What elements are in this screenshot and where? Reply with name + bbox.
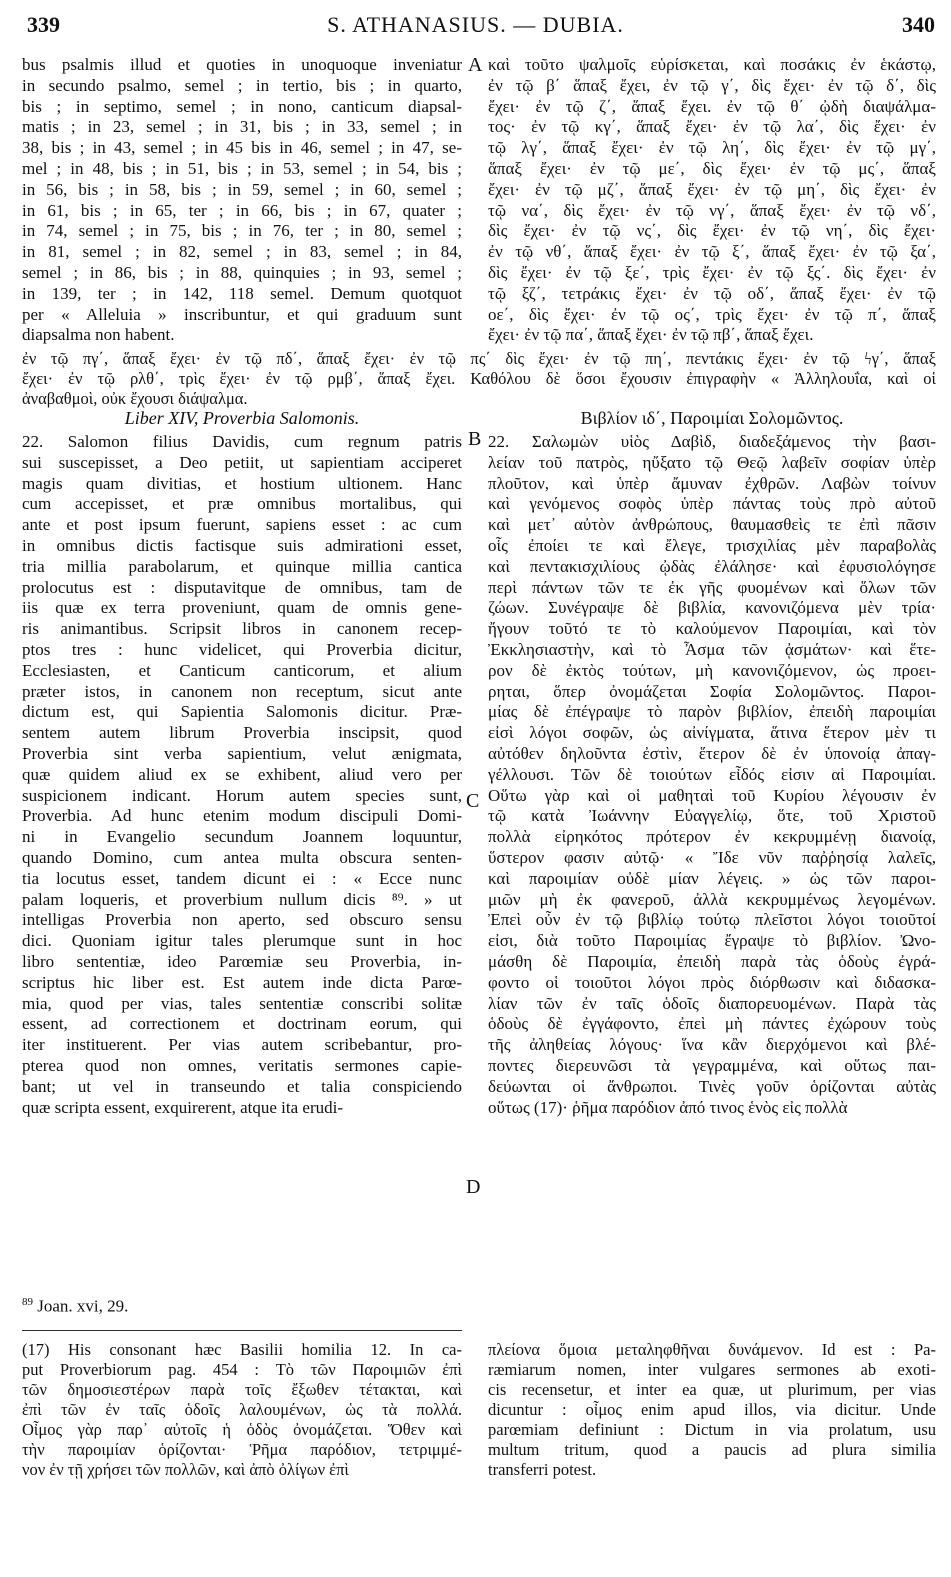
margin-marker-d: D <box>466 1176 481 1198</box>
greek-text-line: πλοῦτον, καὶ ὑπὲρ ἄμυναν ἐχθρῶν. Λαβὼν τοίνυν <box>488 473 936 493</box>
page-number-right: 340 <box>902 12 935 37</box>
latin-text-line: suspicionem indicant. Horum autem species sunt, <box>22 785 462 805</box>
greek-text-line: γέλλουσι. Τῶν δὲ τοιούτων εἶδός εἰσιν αἱ Παροιμίαι. <box>488 764 936 784</box>
latin-text-line: prolocutus est : disputavitque de omnibus, tam de <box>22 577 462 597</box>
greek-text-line: λίαν τῶν ἐν ταῖς ὁδοῖς διαπορευομένων. Παρὰ τὰς <box>488 993 936 1013</box>
latin-text-line: sentem autem librum Proverbia inscipsit, quod <box>22 723 462 743</box>
note-text-line: cis recensetur, et inter ea quæ, ut plurimum, per vias <box>488 1380 936 1399</box>
latin-text-line: quando Domino, cum antea multa obscura senten- <box>22 847 462 867</box>
greek-column-main <box>488 432 936 1118</box>
greek-text-line: ρον δὲ ἐκτὸς τούτων, μὴ κανονιζόμενον, ὡς προει- <box>488 660 936 680</box>
note-text-line: τὴν παροιμίαν ὁρίζονται· Ῥῆμα παρόδιον, τετριμμέ- <box>22 1440 462 1459</box>
latin-text-line: iter instituerent. Per vias autem scribebantur, pro- <box>22 1035 462 1055</box>
latin-text-line: matis ; in 23, semel ; in 31, bis ; in 33, semel ; in <box>22 117 462 137</box>
latin-text-line: dici. Quoniam igitur tales plerumque sunt in hoc <box>22 931 462 951</box>
latin-text-line: sui suscepisset, a Deo petiit, ut sapientiam acciperet <box>22 452 462 472</box>
greek-continuation-block <box>22 349 936 409</box>
greek-text-line: ὕστερον φασιν αὐτῷ· « Ἴδε νῦν παῤῥησίᾳ λαλεῖς, <box>488 847 936 867</box>
greek-text-line: Ἐκκλησιαστὴν, καὶ τὸ Ἆσμα τῶν ᾀσμάτων· καὶ ἕτε- <box>488 639 936 659</box>
latin-text-line: Proverbia. Ad hunc etenim modum discipuli Domi- <box>22 806 462 826</box>
greek-text-line: ἔχει· ἐν τῷ ζ΄, ἅπαξ ἔχει. ἐν τῷ θ΄ ᾠδὴ διαψάλμα- <box>488 96 936 116</box>
note-text-line: put Proverbiorum pag. 454 : Τὸ τῶν Παροιμιῶν ἐπὶ <box>22 1360 462 1379</box>
margin-marker-b: B <box>468 428 482 450</box>
note-text-line: transferri potest. <box>488 1460 597 1479</box>
greek-text-line: τῷ να΄, δὶς ἔχει· ἐν τῷ νγ΄, ἅπαξ ἔχει· ἐν τῷ νδ΄, <box>488 200 936 220</box>
latin-text-line: quæ scripta essent, exquirerent, atque ita erudi- <box>22 1097 343 1117</box>
greek-text-line: ἔχει· ἐν τῷ μζ΄, ἅπαξ ἔχει· ἐν τῷ μη΄, δὶς ἔχει· ἐν <box>488 179 936 199</box>
greek-text-line: τῷ κατὰ Ἰωάννην Εὐαγγελίῳ, ὅτε, τοῦ Χριστοῦ <box>488 806 936 826</box>
greek-text-line: οἷς ἐποίει τε καὶ ἔλεγε, τρισχιλίας μὲν παραβολὰς <box>488 535 936 555</box>
greek-text-line: καὶ γενόμενος σοφὸς ὑπὲρ πάντας τοὺς πρὸ αὐτοῦ <box>488 494 936 514</box>
greek-text-line: οὕτως (17)· ῥῆμα παρόδιον ἀπό τινος ἑνὸς εἰς πολλὰ <box>488 1097 848 1117</box>
greek-text-line: ποντες διερευνῶσι τὰ γεγραμμένα, καὶ οὕτως παι- <box>488 1055 936 1075</box>
latin-text-line: ris animantibus. Scripsit libros in canonem recep- <box>22 619 462 639</box>
latin-column-top <box>22 55 462 346</box>
latin-text-line: in 139, ter ; in 142, 118 semel. Demum quotquot <box>22 283 462 303</box>
note-text-line: ræmiarum nomen, inter vulgares sermones ab exoti- <box>488 1360 936 1379</box>
latin-text-line: in omnibus dictis factisque suis admirationi esset, <box>22 535 462 555</box>
greek-text-line: καὶ πεντακισχιλίους ᾠδὰς ἐλάλησε· καὶ ἐφυσιολόγησε <box>488 556 936 576</box>
greek-text-line: ἅπαξ ἔχει· ἐν τῷ με΄, δὶς ἔχει· ἐν τῷ μς΄, ἅπαξ <box>488 158 936 178</box>
note-text-line: (17) His consonant hæc Basilii homilia 12. In ca- <box>22 1340 462 1359</box>
latin-text-line: 22. Salomon filius Davidis, cum regnum patris <box>22 432 462 451</box>
note-text-line: Οἶμος γὰρ παρ᾽ αὐτοῖς ἡ ὁδὸς ὀνομάζεται. Ὅθεν καὶ <box>22 1420 462 1439</box>
greek-text-line: ἐν τῷ β΄ ἅπαξ ἔχει, ἐν τῷ γ΄, δὶς ἔχει· ἐν τῷ δ΄, δὶς <box>488 75 936 95</box>
latin-text-line: palam loqueris, et proverbium nullum dicis ⁸⁹. » ut <box>22 889 462 909</box>
greek-text-line: καὶ παροιμίαν οὐδὲ μίαν λέγεις. » ὡς τῶν παροι- <box>488 868 936 888</box>
latin-text-line: essent, ad correctionem et doctrinam eorum, qui <box>22 1014 462 1034</box>
latin-text-line: præter istos, in canonem non receptum, sicut ante <box>22 681 462 701</box>
greek-text-line: δὶς ἔχει· ἐν τῷ ξε΄, τρὶς ἔχει· ἐν τῷ ξς΄. δὶς ἔχει· ἐν <box>488 262 936 282</box>
latin-text-line: ante et post ipsum fuerunt, sapiens esset : ac cum <box>22 515 462 535</box>
footnote <box>22 1296 128 1317</box>
notes-divider <box>22 1330 462 1331</box>
greek-text-line: Ἐπεὶ οὖν ἐν τῷ βιβλίῳ τούτῳ πλεῖστοι λόγοι τοιοῦτοί <box>488 910 936 930</box>
latin-text-line: pterea quod non omnes, veritatis sermones capie- <box>22 1055 462 1075</box>
latin-text-line: quæ quidem aliud ex se exhibent, aliud vero per <box>22 764 462 784</box>
greek-text-line: ἐν τῷ πγ΄, ἅπαξ ἔχει· ἐν τῷ πδ΄, ἅπαξ ἔχει· ἐν τῷ πς΄ δὶς ἔχει· ἐν τῷ πη΄, πεντάκις ἔχει· ἐν τῷ ϟγ΄, ἅπαξ <box>22 349 936 368</box>
latin-text-line: in 81, semel ; in 82, semel ; in 83, semel ; in 84, <box>22 242 462 262</box>
latin-text-line: semel ; in 86, bis ; in 88, quinquies ; in 93, semel ; <box>22 262 462 282</box>
latin-text-line: ptos tres : hunc videlicet, qui Proverbia dicitur, <box>22 639 462 659</box>
latin-text-line: mia, quod per vias, tales sententiæ conscribi solitæ <box>22 993 462 1013</box>
greek-text-line: τῷ ξζ΄, τετράκις ἔχει· ἐν τῷ οδ΄, ἅπαξ ἔχει· ἐν τῷ <box>488 283 936 303</box>
greek-text-line: μιῶν μὴ ἐκ φανεροῦ, ἀλλὰ κεκρυμμένως λεγομένων. <box>488 889 936 909</box>
running-title: S. ATHANASIUS. — DUBIA. <box>327 12 624 37</box>
latin-text-line: mel ; in 48, bis ; in 51, bis ; in 53, semel ; in 54, bis ; <box>22 158 462 178</box>
latin-text-line: intelligas Proverbia non aperto, sed obscuro sensu <box>22 910 462 930</box>
greek-text-line: ἔχει· ἐν τῷ πα΄, ἅπαξ ἔχει· ἐν τῷ πβ΄, ἅπαξ ἔχει. <box>488 325 814 345</box>
greek-text-line: πολλὰ εἰρηκότος πρότερον ἐν κεκρυμμένῃ διανοίᾳ, <box>488 827 936 847</box>
latin-column-main <box>22 432 462 1118</box>
greek-text-line: περὶ πάντων τῶν τε ἐκ γῆς φυομένων καὶ ὅλων τῶν <box>488 577 936 597</box>
note-left-column <box>22 1340 462 1480</box>
latin-text-line: Proverbia sint verba sapientium, velut ænigmata, <box>22 743 462 763</box>
latin-text-line: Ecclesiasten, et Canticum canticorum, et alium <box>22 660 462 680</box>
latin-text-line: per « Alleluia » inscribuntur, et qui graduum sunt <box>22 304 462 324</box>
margin-marker-c: C <box>466 790 480 812</box>
greek-text-line: εἰσὶ λόγοι σοφῶν, ὡς αἰνίγματα, ἅτινα ἕτερον μὲν τι <box>488 723 936 743</box>
footnote-text: Joan. xvi, 29. <box>37 1296 129 1316</box>
note-text-line: πλείονα ὅμοια μεταληφθῆναι δυνάμενον. Id est : Pa- <box>488 1340 936 1359</box>
latin-text-line: magis quam divitias, et hostium ultionem. Hanc <box>22 473 462 493</box>
greek-text-line: λείαν τοῦ πατρὸς, ηὔξατο τῷ Θεῷ λαβεῖν σοφίαν ὑπὲρ <box>488 452 936 472</box>
greek-text-line: δὶς ἔχει· ἐν τῷ νς΄, δὶς ἔχει· ἐν τῷ νη΄, δὶς ἔχει· <box>488 221 936 241</box>
latin-text-line: bant; ut vel in transeundo et talia conspiciendo <box>22 1076 462 1096</box>
greek-text-line: φοντο οἱ τοιοῦτοι λόγοι πρὸς διόρθωσιν καὶ διδασκα- <box>488 972 936 992</box>
latin-text-line: 38, bis ; in 43, semel ; in 45 bis in 46, semel ; in 47, se- <box>22 138 462 158</box>
greek-column-top <box>488 55 936 346</box>
latin-text-line: in 61, bis ; in 65, ter ; in 66, bis ; in 67, quater ; <box>22 200 462 220</box>
greek-text-line: ἐν τῷ νθ΄, ἅπαξ ἔχει· ἐν τῷ ξ΄, ἅπαξ ἔχει· ἐν τῷ ξα΄, <box>488 242 936 262</box>
greek-book-heading: Βιβλίον ιδ΄, Παροιμίαι Σολομῶντος. <box>580 408 844 428</box>
latin-text-line: bus psalmis illud et quoties in unoquoque inveniatur <box>22 55 462 74</box>
note-right-column <box>488 1340 936 1480</box>
latin-text-line: diapsalma non habent. <box>22 325 175 345</box>
margin-marker-a: A <box>468 54 483 76</box>
latin-text-line: tria millia parabolarum, et quinque millia cantica <box>22 556 462 576</box>
greek-text-line: μίας δὲ ἐπέγραψε τὸ παρὸν βιβλίον, ἐπειδὴ παροιμίαι <box>488 702 936 722</box>
greek-text-line: ρηται, ὅπερ ὀνομάζεται Σοφία Σολομῶντος. Παροι- <box>488 681 936 701</box>
greek-text-line: δεύωνται οἱ ἄνθρωποι. Τινὲς γοῦν ὁρίζονται αὐτὰς <box>488 1076 936 1096</box>
greek-text-line: Οὕτω γὰρ καὶ οἱ μαθηταὶ τοῦ Κυρίου λέγουσιν ἐν <box>488 785 936 805</box>
latin-text-line: libro sententiæ, ideo Parœmiæ seu Proverbia, in- <box>22 951 462 971</box>
greek-text-line: εἰσι, διὰ τοῦτο Παροιμίας ἔγραψε τὸ βιβλίον. Ὠνο- <box>488 931 936 951</box>
greek-text-line: καὶ τοῦτο ψαλμοῖς εὑρίσκεται, καὶ ποσάκις ἐν ἑκάστῳ, <box>488 55 936 74</box>
note-text-line: multum tritum, quod a paucis ad plura similia <box>488 1440 936 1459</box>
greek-text-line: οε΄, δὶς ἔχει· ἐν τῷ ος΄, τρὶς ἔχει· ἐν τῷ π΄, ἅπαξ <box>488 304 936 324</box>
page-number-left: 339 <box>27 12 60 37</box>
latin-text-line: tia locutus esset, tandem dicunt ei : « Ecce nunc <box>22 868 462 888</box>
greek-text-line: 22. Σαλωμὼν υἱὸς Δαβὶδ, διαδεξάμενος τὴν βασι- <box>488 432 936 451</box>
note-text-line: νον ἐν τῇ χρήσει τῶν πολλῶν, καὶ ἀπὸ ὀλίγων ἐπὶ <box>22 1460 349 1479</box>
page-header <box>0 0 951 50</box>
greek-text-line: καὶ μετ᾽ αὐτὸν ἀνθρώπους, θαυμασθεὶς τε ἐπὶ πᾶσιν <box>488 515 936 535</box>
latin-text-line: cum accepisset, et præ omnibus mortalibus, qui <box>22 494 462 514</box>
greek-text-line: τῆς ἀληθείας λόγους· ἵνα κἂν διερχόμενοι καὶ βλέ- <box>488 1035 936 1055</box>
greek-text-line: ζώων. Συνέγραψε δὲ βιβλία, κανονιζόμενα μὲν τρία· <box>488 598 936 618</box>
footnote-ref: 89 <box>22 1296 33 1308</box>
greek-text-line: ἤγουν τοῦτό τε τὸ καλούμενον Παροιμίαι, καὶ τὸν <box>488 619 936 639</box>
latin-book-heading: Liber XIV, Proverbia Salomonis. <box>124 408 360 428</box>
latin-text-line: in 56, bis ; in 58, bis ; in 59, semel ; in 60, semel ; <box>22 179 462 199</box>
note-text-line: τῶν δημοσιεστέρων παρὰ τοῖς ἔξωθεν τέτακται, καὶ <box>22 1380 462 1399</box>
latin-text-line: scriptus hic liber est. Est autem inde dicta Parœ- <box>22 972 462 992</box>
greek-text-line: ἔχει· ἐν τῷ ρλθ΄, τρὶς ἔχει· ἐν τῷ ρμβ΄, ἅπαξ ἔχει. Καθόλου δὲ ὅσοι ἔχουσιν ἐπιγραφὴν « Ἀλληλουΐα, καὶ οἱ <box>22 369 936 388</box>
greek-text-line: ὁδοὺς δὲ ἐγγάφοντο, ἐπεὶ μὴ πάντες ἐχώρουν τοὺς <box>488 1014 936 1034</box>
latin-text-line: ni in Evangelio secundum Joannem loquuntur, <box>22 827 462 847</box>
latin-text-line: in 74, semel ; in 75, bis ; in 76, ter ; in 80, semel ; <box>22 221 462 241</box>
greek-text-line: τῷ λγ΄, ἅπαξ ἔχει· ἐν τῷ λη΄, δὶς ἔχει· ἐν τῷ μγ΄, <box>488 138 936 158</box>
greek-text-line: τος· ἐν τῷ κγ΄, ἅπαξ ἔχει· ἐν τῷ λα΄, δὶς ἔχει· ἐν <box>488 117 936 137</box>
note-text-line: ἐπὶ τῶν ἐν ταῖς ὁδοῖς λαλουμένων, ὡς τὰ πολλά. <box>22 1400 462 1419</box>
greek-text-line: ἀναβαθμοὶ, οὐκ ἔχουσι διάψαλμα. <box>22 389 248 408</box>
note-text-line: parœmiam definiunt : Dictum in via prolatum, usu <box>488 1420 936 1439</box>
latin-text-line: bis ; in septimo, semel ; in nono, canticum diapsal- <box>22 96 462 116</box>
note-text-line: dicuntur : οἶμος enim apud illos, via dicitur. Unde <box>488 1400 936 1419</box>
latin-text-line: in secundo psalmo, semel ; in tertio, bis ; in quarto, <box>22 75 462 95</box>
latin-text-line: iis quæ ex terra proveniunt, quam de omnis gene- <box>22 598 462 618</box>
greek-text-line: μάσθη δὲ Παροιμία, ἐπειδὴ παρὰ τὰς ὁδοὺς ἐγρά- <box>488 951 936 971</box>
greek-text-line: αὐτόθεν δηλοῦντα ἐστὶν, ἕτερον δὲ ἐν ὑπονοίᾳ ἀπαγ- <box>488 743 936 763</box>
latin-text-line: dictum est, qui Sapientia Salomonis dicitur. Præ- <box>22 702 462 722</box>
